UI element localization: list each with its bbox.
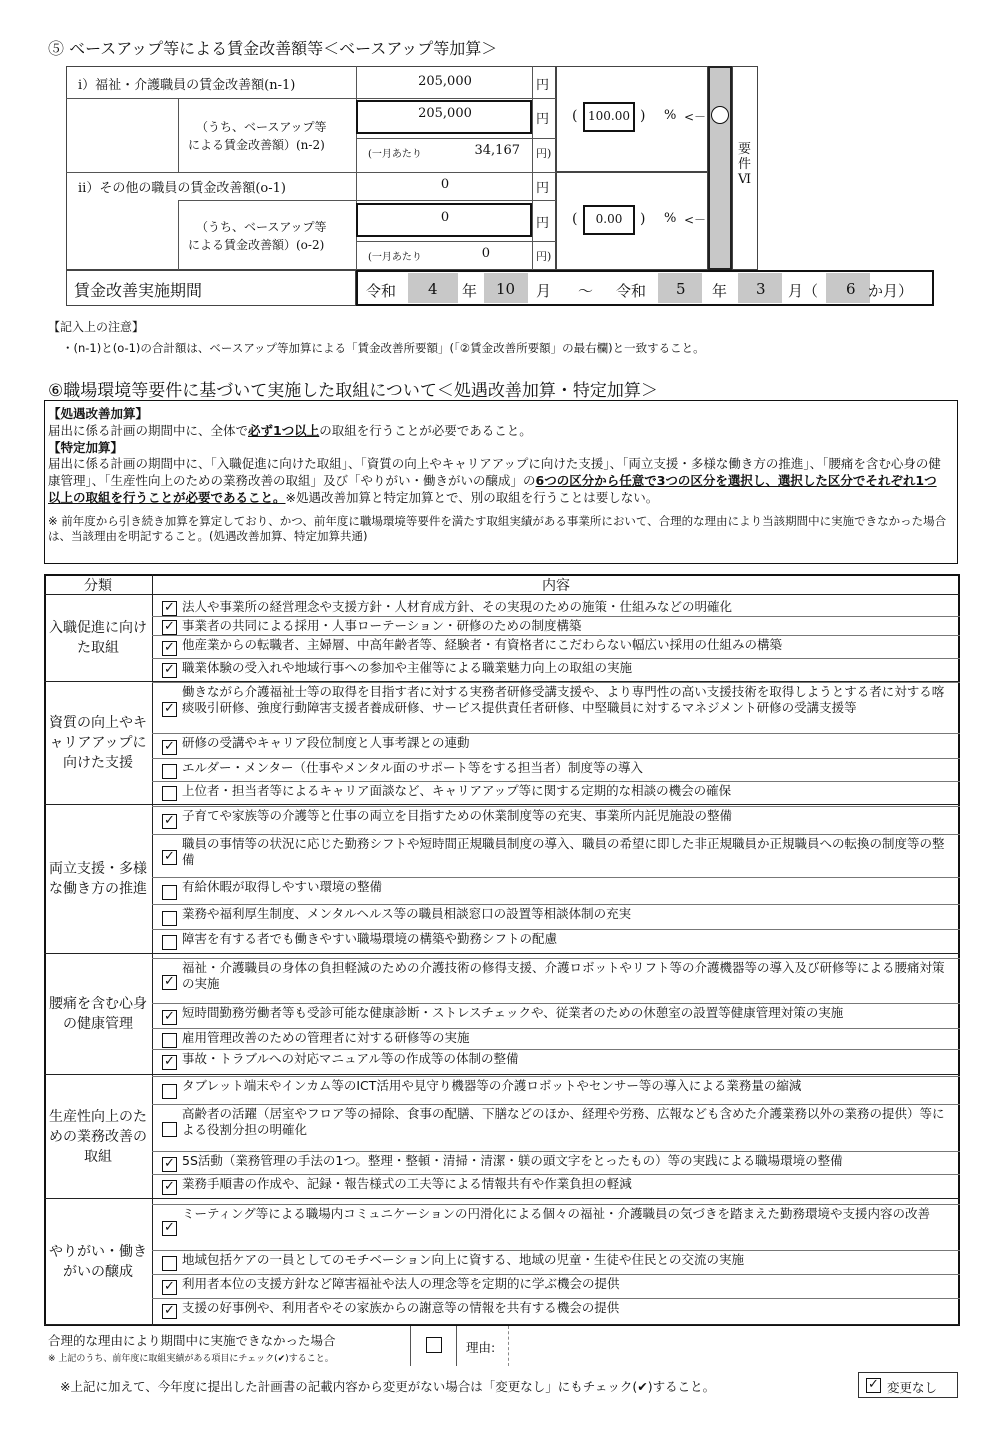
o2-percent-sign: %: [664, 211, 677, 226]
info-para-1: [48, 421, 532, 439]
o2-label-line2: による賃金改善額）(o-2): [188, 238, 325, 252]
period-tilde: ～: [578, 282, 594, 300]
row-i-yen: 円: [536, 78, 550, 93]
measure-checkbox[interactable]: ✓: [162, 1221, 177, 1236]
measure-text: 雇用管理改善のための管理者に対する研修等の実施: [182, 1030, 470, 1045]
measure-text: 高齢者の活躍（居室やフロア等の掃除、食事の配膳、下膳などのほか、経理や労務、広報なども含めた介護業務以外の業務の提供）等による役割分担の明確化: [182, 1106, 945, 1137]
o2-monthly-yen: 円): [536, 250, 552, 263]
info-para-2b: 6つの区分から任意で3つの区分を選択し、選択した区分でそれぞれ1つ以上の取組を行うことが必要であること。: [48, 473, 937, 505]
measure-checkbox[interactable]: [162, 911, 177, 926]
reason-label: 合理的な理由により期間中に実施できなかった場合: [48, 1333, 336, 1348]
measure-checkbox[interactable]: ✓: [162, 1280, 177, 1295]
period-month2[interactable]: 3: [756, 280, 766, 298]
note-1: ・(n-1)と(o-1)の合計額は、ベースアップ等加算による「賃金改善所要額」(「②賃金改善所要額」の最右欄)と一致すること。: [62, 341, 705, 355]
n2-paren-open: (: [572, 108, 578, 124]
measure-checkbox[interactable]: ✓: [162, 975, 177, 990]
measure-text: 利用者本位の支援方針など障害福祉や法人の理念等を定期的に学ぶ機会の提供: [182, 1276, 620, 1291]
measure-text: 支援の好事例や、利用者やその家族からの謝意等の情報を共有する機会の提供: [182, 1300, 620, 1315]
measure-text: 業務や福利厚生制度、メンタルヘルス等の職員相談窓口の設置等相談体制の充実: [182, 906, 632, 921]
row-ii-value: 0: [440, 177, 450, 192]
measure-checkbox[interactable]: ✓: [162, 702, 177, 717]
o2-monthly-label: (一月あたり: [368, 252, 422, 263]
n2-label-line2: による賃金改善額）(n-2): [188, 138, 325, 152]
measure-checkbox[interactable]: [162, 935, 177, 950]
reason-checkbox[interactable]: [426, 1337, 442, 1353]
requirement-bar: [708, 66, 732, 270]
reason-note: ※ 上記のうち、前年度に取組実績がある項目にチェック(✔)すること。: [48, 1354, 334, 1364]
period-year1[interactable]: 4: [428, 280, 438, 298]
measure-text: エルダー・メンター（仕事やメンタル面のサポート等をする担当者）制度等の導入: [182, 760, 644, 775]
col-header-category: 分類: [84, 578, 112, 594]
info-para-1c: の取組を行うことが必要であること。: [319, 423, 532, 438]
period-year2[interactable]: 5: [676, 280, 686, 298]
requirement-label: 要件Ⅵ: [738, 142, 752, 187]
period-month1[interactable]: 10: [496, 280, 516, 298]
measure-checkbox[interactable]: ✓: [162, 620, 177, 635]
measure-checkbox[interactable]: [162, 1084, 177, 1099]
o2-arrow: <－: [684, 213, 707, 227]
info-heading-2: 【特定加算】: [48, 440, 124, 455]
category-work-life: 両立支援・多様な働き方の推進: [49, 861, 147, 897]
info-heading-1: 【処遇改善加算】: [48, 406, 149, 421]
period-gatsu1: 月: [536, 282, 552, 300]
o2-label-line1: （うち、ベースアップ等: [196, 220, 327, 234]
info-para-1b: 必ず1つ以上: [248, 423, 320, 438]
period-gatsu2: 月（: [788, 282, 819, 300]
reason-input[interactable]: [512, 1330, 952, 1362]
n2-monthly-label: (一月あたり: [368, 149, 422, 160]
measure-text: 障害を有する者でも働きやすい職場環境の構築や勤務シフトの配慮: [182, 931, 558, 946]
circle-mark-icon: [711, 106, 729, 124]
info-para-1a: 届出に係る計画の期間中に、全体で: [48, 423, 249, 438]
row-i-label: ⅰ）福祉・介護職員の賃金改善額(n-1): [78, 78, 296, 93]
measure-text: 他産業からの転職者、主婦層、中高年齢者等、経験者・有資格者にこだわらない幅広い採用の仕組みの構築: [182, 637, 783, 652]
measure-checkbox[interactable]: ✓: [162, 1304, 177, 1319]
measure-checkbox[interactable]: ✓: [162, 740, 177, 755]
period-label: 賃金改善実施期間: [74, 281, 203, 300]
o2-paren-close: ): [640, 211, 646, 227]
measure-checkbox[interactable]: [162, 1256, 177, 1271]
no-change-checkbox[interactable]: ✓: [866, 1378, 881, 1393]
n2-yen: 円: [536, 112, 550, 127]
measure-checkbox[interactable]: [162, 764, 177, 779]
row-i-value: 205,000: [418, 74, 472, 89]
info-para-2c: ※処遇改善加算と特定加算とで、別の取組を行うことは要しない。: [285, 490, 659, 505]
measure-text: 子育てや家族等の介護等と仕事の両立を目指すための休業制度等の充実、事業所内託児施設の整備: [182, 808, 733, 823]
measure-text: 働きながら介護福祉士等の取得を目指す者に対する実務者研修受講支援や、より専門性の高い支援技術を取得しようとする者に対する喀痰吸引研修、強度行動障害支援者養成研修、サービス提供責任者研修、中堅職員に対するマネジメント研修の受講支援等: [182, 684, 945, 715]
n2-monthly-yen: 円): [536, 147, 552, 160]
period-era1: 令和: [366, 282, 397, 300]
measure-checkbox[interactable]: ✓: [162, 1157, 177, 1172]
measure-text: 福祉・介護職員の身体の負担軽減のための介護技術の修得支援、介護ロボットやリフト等の介護機器等の導入及び研修等による腰痛対策の実施: [182, 960, 945, 991]
measure-text: 業務手順書の作成や、記録・報告様式の工夫等による情報共有や作業負担の軽減: [182, 1176, 632, 1191]
measure-checkbox[interactable]: [162, 1033, 177, 1048]
measure-text: タブレット端末やインカム等のICT活用や見守り機器等の介護ロボットやセンサー等の導入による業務量の縮減: [182, 1078, 802, 1093]
measure-checkbox[interactable]: ✓: [162, 601, 177, 616]
measure-text: 有給休暇が取得しやすい環境の整備: [182, 879, 383, 894]
measure-checkbox[interactable]: ✓: [162, 814, 177, 829]
measure-text: 事故・トラブルへの対応マニュアル等の作成等の体制の整備: [182, 1051, 519, 1066]
measure-text: 5S活動（業務管理の手法の1つ。整理・整頓・清掃・清潔・躾の頭文字をとったもの）等の実践による職場環境の整備: [182, 1153, 843, 1168]
col-header-content: 内容: [542, 578, 570, 594]
n2-arrow: <－: [684, 110, 707, 124]
measure-text: 上位者・担当者等によるキャリア面談など、キャリアアップ等に関する定期的な相談の機会の確保: [182, 783, 732, 798]
category-productivity: 生産性向上のための業務改善の取組: [49, 1108, 147, 1165]
info-para-3: ※ 前年度から引き続き加算を算定しており、かつ、前年度に職場環境等要件を満たす取組実績がある事業所において、合理的な理由により当該期間中に実施できなかった場合は、当該理由を明記すること。(処遇改善加算、特定加算共通): [48, 514, 947, 543]
measure-checkbox[interactable]: [162, 885, 177, 900]
measure-checkbox[interactable]: [162, 1122, 177, 1137]
period-nen2: 年: [712, 282, 728, 300]
n2-paren-close: ): [640, 108, 646, 124]
row-ii-label: ⅱ）その他の職員の賃金改善額(o-1): [78, 181, 286, 196]
o2-value: 0: [440, 210, 450, 225]
o2-paren-open: (: [572, 211, 578, 227]
measure-text: 研修の受講やキャリア段位制度と人事考課との連動: [182, 735, 470, 750]
measure-text: 法人や事業所の経営理念や支援方針・人材育成方針、その実現のための施策・仕組みなどの明確化: [182, 599, 733, 614]
measure-checkbox[interactable]: ✓: [162, 641, 177, 656]
notes-title: 【記入上の注意】: [48, 320, 145, 334]
n2-percent: 100.00: [588, 109, 630, 123]
measure-checkbox[interactable]: [162, 786, 177, 801]
row-ii-yen: 円: [536, 181, 550, 196]
section6-title: ⑥職場環境等要件に基づいて実施した取組について＜処遇改善加算・特定加算＞: [48, 381, 658, 401]
n2-label-line1: （うち、ベースアップ等: [196, 120, 327, 134]
measure-checkbox[interactable]: ✓: [162, 663, 177, 678]
reason-field-label: 理由:: [466, 1340, 496, 1355]
measure-text: 職業体験の受入れや地域行事への参加や主催等による職業魅力向上の取組の実施: [182, 660, 633, 675]
category-motivation: やりがい・働きがいの醸成: [49, 1243, 147, 1280]
measure-text: 短時間勤務労働者等も受診可能な健康診断・ストレスチェックや、従業者のための休憩室の設置等健康管理対策の実施: [182, 1005, 844, 1020]
category-recruitment: 入職促進に向けた取組: [49, 620, 147, 656]
o2-yen: 円: [536, 216, 550, 231]
measure-text: ミーティング等による職場内コミュニケーションの円滑化による個々の福祉・介護職員の気づきを踏まえた勤務環境や支援内容の改善: [182, 1206, 931, 1221]
info-para-2a: 届出に係る計画の期間中に、「入職促進に向けた取組」、「資質の向上やキャリアアップに向けた支援」、「両立支援・多様な働き方の推進」、「腰痛を含む心身の健康管理」、「生産性向上のための業務改善の取組」及び「やりがい・働きがいの醸成」の: [48, 456, 941, 488]
no-change-label: 変更なし: [887, 1380, 938, 1395]
o2-monthly-value: 0: [481, 246, 490, 261]
measure-checkbox[interactable]: ✓: [162, 850, 177, 865]
n2-value: 205,000: [418, 106, 472, 121]
footer-note: ※上記に加えて、今年度に提出した計画書の記載内容から変更がない場合は「変更なし」にもチェック(✔)すること。: [60, 1379, 716, 1394]
measure-text: 地域包括ケアの一員としてのモチベーション向上に資する、地域の児童・生徒や住民との交流の実施: [182, 1252, 745, 1267]
measure-text: 職員の事情等の状況に応じた勤務シフトや短時間正規職員制度の導入、職員の希望に即した非正規職員か正規職員への転換の制度等の整備: [182, 836, 945, 867]
measure-checkbox[interactable]: ✓: [162, 1055, 177, 1070]
category-health: 腰痛を含む心身の健康管理: [49, 996, 147, 1032]
o2-percent: 0.00: [595, 212, 623, 226]
period-kagetsu: か月）: [868, 282, 914, 300]
period-months: 6: [846, 280, 856, 298]
n2-percent-sign: %: [664, 108, 677, 123]
category-career: 資質の向上やキャリアアップに向けた支援: [49, 715, 147, 771]
n2-monthly-value: 34,167: [474, 143, 520, 158]
info-para-2: [48, 455, 948, 506]
section5-title: ⑤ ベースアップ等による賃金改善額等＜ベースアップ等加算＞: [48, 39, 498, 58]
measure-text: 事業者の共同による採用・人事ローテーション・研修のための制度構築: [182, 618, 582, 633]
measure-checkbox[interactable]: ✓: [162, 1180, 177, 1195]
measure-checkbox[interactable]: ✓: [162, 1010, 177, 1025]
period-nen1: 年: [462, 282, 478, 300]
period-era2: 令和: [616, 282, 647, 300]
